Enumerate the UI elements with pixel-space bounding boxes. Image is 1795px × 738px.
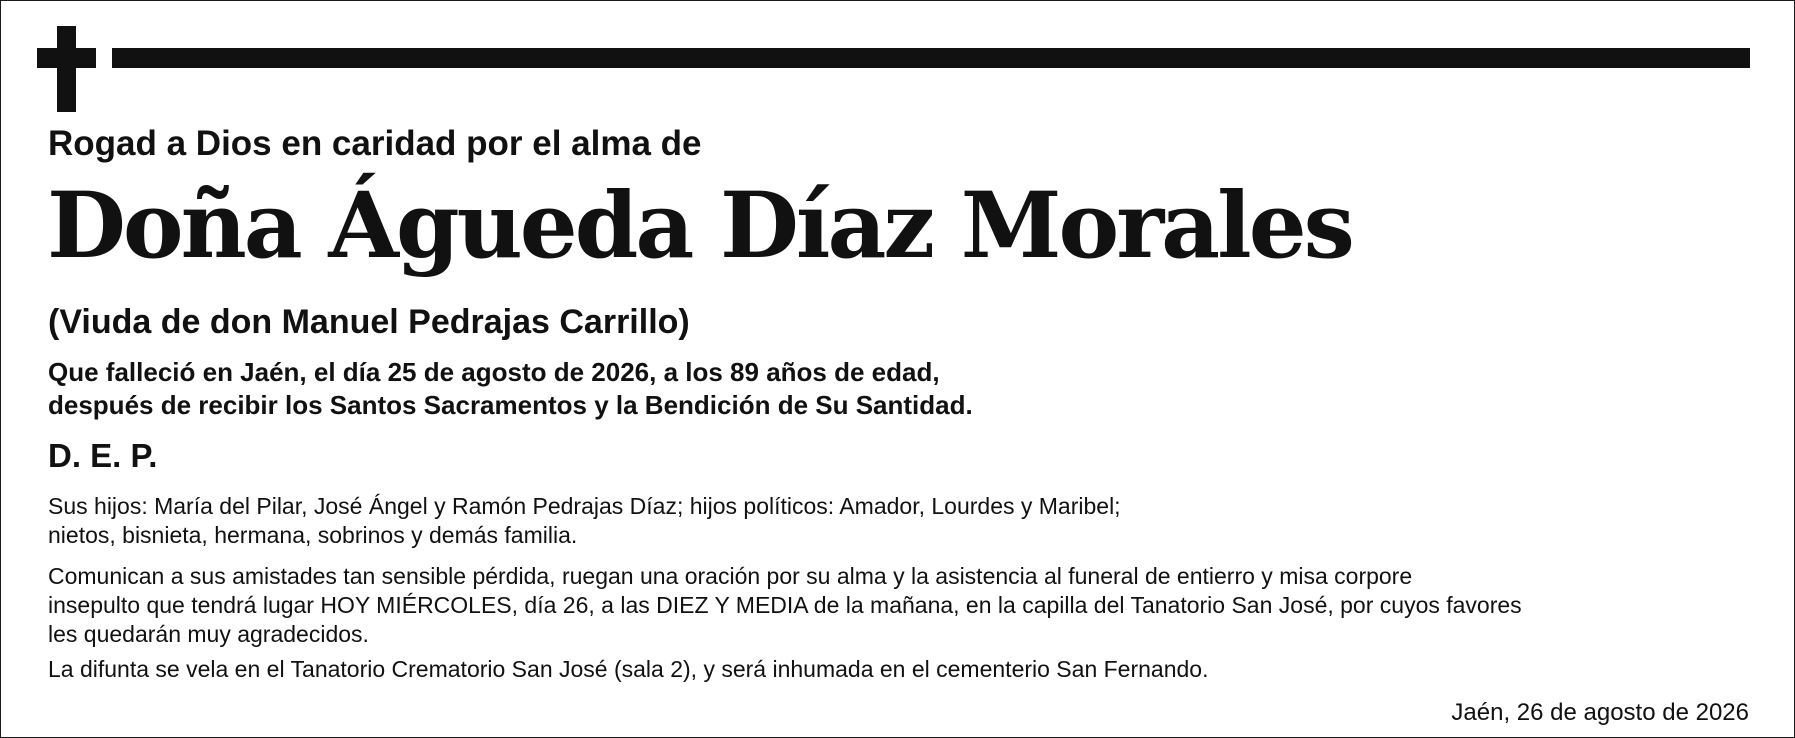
header-rule xyxy=(112,48,1750,68)
rip-text: D. E. P. xyxy=(48,437,158,474)
family-paragraph xyxy=(48,492,1121,550)
vigil-text: La difunta se vela en el Tanatorio Crematorio San José (sala 2), y será inhumada en el cementerio San Fernando. xyxy=(48,656,1209,682)
family-line-1: Sus hijos: María del Pilar, José Ángel y Ramón Pedrajas Díaz; hijos políticos: Amador, Lourdes y Maribel; xyxy=(48,493,1121,519)
announce-line-1: Comunican a sus amistades tan sensible pérdida, ruegan una oración por su alma y la asistencia al funeral de entierro y misa corpore xyxy=(48,563,1413,589)
cross-icon xyxy=(37,26,96,112)
family-line-2: nietos, bisnieta, hermana, sobrinos y demás familia. xyxy=(48,522,578,548)
intro-text: Rogad a Dios en caridad por el alma de xyxy=(48,124,702,163)
announce-line-2: insepulto que tendrá lugar HOY MIÉRCOLES, día 26, a las DIEZ Y MEDIA de la mañana, en la capilla del Tanatorio San José, por cuyos favores xyxy=(48,592,1522,618)
announcement-paragraph xyxy=(48,562,1522,649)
deceased-name: Doña Águeda Díaz Morales xyxy=(47,173,1352,279)
cross-vertical-bar xyxy=(57,26,76,112)
death-line-2: después de recibir los Santos Sacramentos y la Bendición de Su Santidad. xyxy=(48,390,973,420)
cross-horizontal-bar xyxy=(37,48,96,68)
announce-line-3: les quedarán muy agradecidos. xyxy=(48,621,369,647)
death-line-1: Que falleció en Jaén, el día 25 de agosto de 2026, a los 89 años de edad, xyxy=(48,357,940,387)
widow-of-text: (Viuda de don Manuel Pedrajas Carrillo) xyxy=(48,303,690,341)
place-date: Jaén, 26 de agosto de 2026 xyxy=(1451,699,1749,726)
death-details xyxy=(48,356,973,422)
